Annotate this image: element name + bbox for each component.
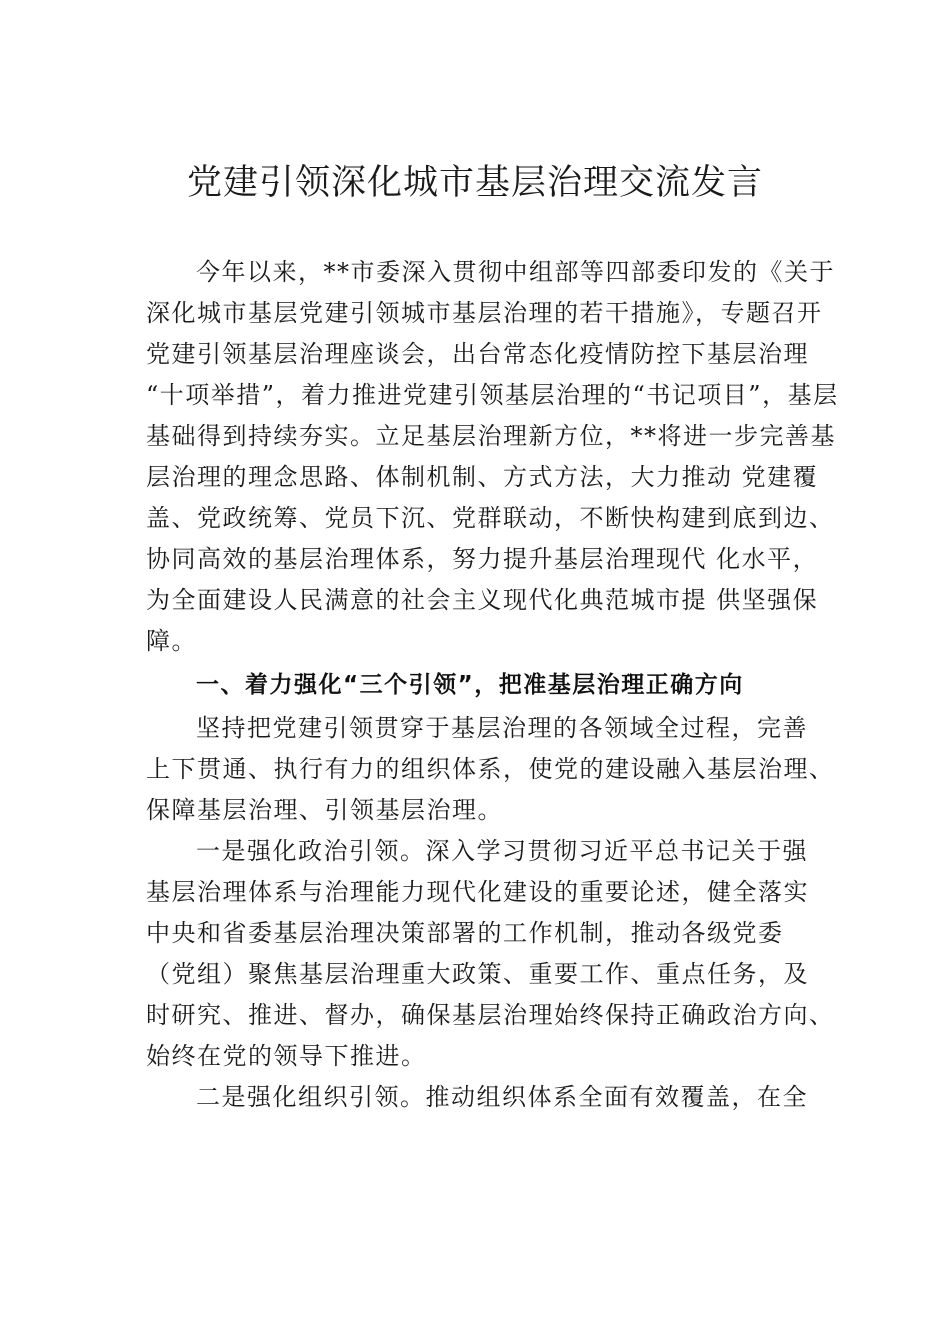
text-line: “十项举措”，着力推进党建引领基层治理的“书记项目”，基层 bbox=[146, 381, 839, 409]
text-line: 基础得到持续夯实。立足基层治理新方位，**将进一步完善基 bbox=[146, 422, 836, 450]
section-paragraph bbox=[146, 708, 836, 831]
document-title: 党建引领深化城市基层治理交流发言 bbox=[186, 163, 763, 203]
point-paragraph-1 bbox=[146, 831, 836, 1077]
section-heading: 一、着力强化“三个引领”，把准基层治理正确方向 bbox=[196, 672, 744, 698]
text-line: 保障基层治理、引领基层治理。 bbox=[146, 796, 503, 824]
text-line: 中央和省委基层治理决策部署的工作机制，推动各级党委 bbox=[146, 919, 784, 947]
text-line: 协同高效的基层治理体系，努力提升基层治理现代 化水平， bbox=[146, 545, 819, 573]
text-line: 基层治理体系与治理能力现代化建设的重要论述，健全落实 bbox=[146, 878, 809, 906]
text-line: 障。 bbox=[146, 627, 197, 655]
text-line: 党建引领基层治理座谈会，出台常态化疫情防控下基层治理 bbox=[146, 340, 809, 368]
text-line: 时研究、推进、督办，确保基层治理始终保持正确政治方向、 bbox=[146, 1001, 835, 1029]
text-line: 上下贯通、执行有力的组织体系，使党的建设融入基层治理、 bbox=[146, 755, 835, 783]
text-line: 坚持把党建引领贯穿于基层治理的各领域全过程，完善 bbox=[196, 714, 808, 742]
intro-paragraph bbox=[146, 252, 839, 662]
text-line: 盖、党政统筹、党员下沉、党群联动，不断快构建到底到边、 bbox=[146, 504, 835, 532]
point-paragraph-2 bbox=[146, 1077, 836, 1118]
text-line: 二是强化组织引领。推动组织体系全面有效覆盖，在全 bbox=[196, 1083, 808, 1111]
text-line: 今年以来，**市委深入贯彻中组部等四部委印发的《关于 bbox=[196, 258, 835, 286]
text-line: 始终在党的领导下推进。 bbox=[146, 1042, 427, 1070]
document-body bbox=[146, 252, 839, 1118]
text-line: 深化城市基层党建引领城市基层治理的若干措施》，专题召开 bbox=[146, 299, 823, 327]
text-line: 层治理的理念思路、体制机制、方式方法，大力推动 党建覆 bbox=[146, 463, 819, 491]
text-line: 为全面建设人民满意的社会主义现代化典范城市提 供坚强保 bbox=[146, 586, 819, 614]
text-line: 一是强化政治引领。深入学习贯彻习近平总书记关于强 bbox=[196, 837, 808, 865]
text-line: （党组）聚焦基层治理重大政策、重要工作、重点任务，及 bbox=[146, 960, 809, 988]
